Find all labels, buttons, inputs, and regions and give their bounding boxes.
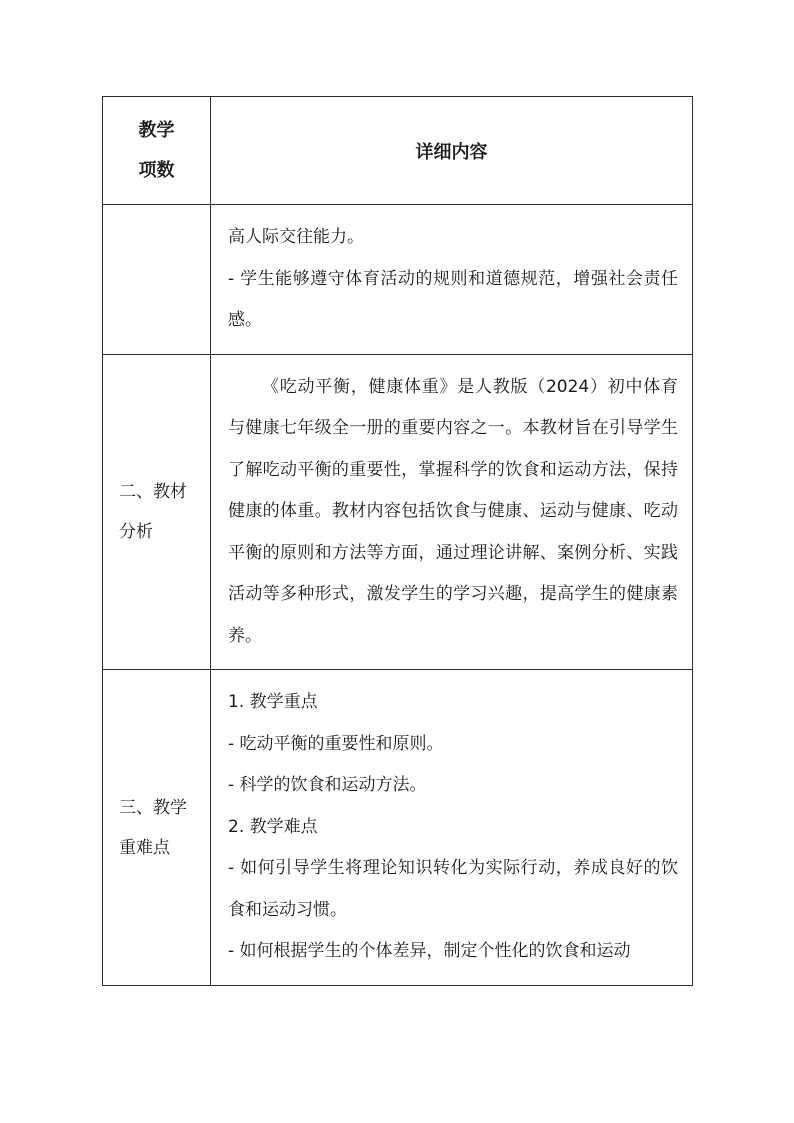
analysis-label-cell (103, 354, 211, 670)
keypoints-heading: 2. 教学难点 (228, 816, 318, 837)
continuation-content-cell (211, 205, 693, 355)
keypoints-list-item: - 如何引导学生将理论知识转化为实际行动，养成良好的饮食和运动习惯。 (228, 858, 678, 920)
analysis-paragraph: 《吃动平衡，健康体重》是人教版（2024）初中体育与健康七年级全一册的重要内容之一。本教材旨在引导学生了解吃动平衡的重要性，掌握科学的饮食和运动方法，保持健康的体重。教材内容包括饮食与健康、运动与健康、吃动平衡的原则和方法等方面，通过理论讲解、案例分析、实践活动等多种形式，激发学生的学习兴趣，提高学生的健康素养。 (228, 376, 678, 646)
continuation-line: 高人际交往能力。 (228, 227, 364, 247)
keypoints-list-item: - 吃动平衡的重要性和原则。 (228, 733, 444, 754)
table-header-row (103, 97, 693, 205)
header-content-cell: 详细内容 (211, 97, 693, 205)
analysis-label-line1: 二、教材 (119, 481, 187, 502)
continuation-item-cell (103, 205, 211, 355)
keypoints-content-cell (211, 670, 693, 986)
continuation-line: - 学生能够遵守体育活动的规则和道德规范，增强社会责任感。 (228, 268, 678, 330)
keypoints-list-item: - 如何根据学生的个体差异，制定个性化的饮食和运动 (228, 941, 631, 961)
table-row-key-difficult-points (103, 670, 693, 986)
keypoints-label-line1: 三、教学 (119, 797, 187, 818)
analysis-label-line2: 分析 (119, 521, 153, 542)
header-item-line2: 项数 (138, 159, 175, 181)
keypoints-label-line2: 重难点 (119, 837, 170, 858)
keypoints-heading: 1. 教学重点 (228, 692, 318, 712)
header-item-cell (103, 97, 211, 205)
header-item-line1: 教学 (138, 119, 175, 141)
lesson-plan-table (102, 96, 693, 986)
keypoints-label-cell (103, 670, 211, 986)
table-row-continuation (103, 205, 693, 355)
table-row-textbook-analysis (103, 354, 693, 670)
keypoints-list-item: - 科学的饮食和运动方法。 (228, 775, 427, 795)
analysis-content-cell (211, 354, 693, 670)
